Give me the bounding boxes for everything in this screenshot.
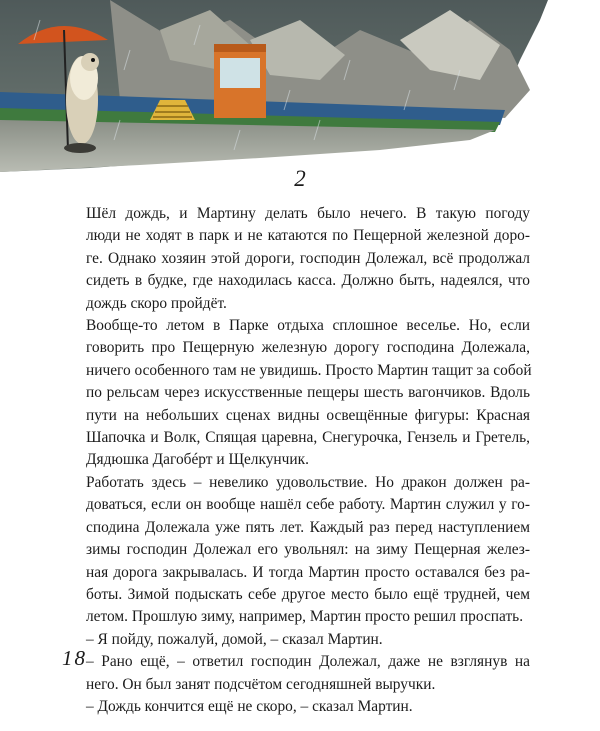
text-line: доваться, если он вообще нашёл себе работу. Мартин служил у го- xyxy=(86,496,530,514)
text-line: зимы господин Долежал его увольнял: на зиму Пещерная желез- xyxy=(86,541,530,559)
text-line: Вообще-то летом в Парке отдыха сплошное веселье. Но, если xyxy=(86,317,530,335)
text-line: боты. Зимой подыскать себе другое место было ещё трудней, чем xyxy=(86,585,530,603)
text-line: – Рано ещё, – ответил господин Долежал, даже не взглянув на xyxy=(86,653,530,671)
text-line: сподина Долежала уже пять лет. Каждый раз перед наступлением xyxy=(86,518,530,536)
text-line: дождь скоро пройдёт. xyxy=(86,294,227,312)
page-number: 18 xyxy=(62,646,87,670)
text-line: сидеть в будке, где находилась касса. Должно быть, надеялся, что xyxy=(86,272,530,290)
chapter-number: 2 xyxy=(294,166,306,191)
text-line: Шапочка и Волк, Спящая царевна, Снегурочка, Гензель и Гретель, xyxy=(86,429,530,447)
text-line: Шёл дождь, и Мартину делать было нечего. В такую погоду xyxy=(86,205,530,222)
text-line: ге. Однако хозяин этой дороги, господин Долежал, всё продолжал xyxy=(86,249,530,267)
text-line: – Дождь кончится ещё не скоро, – сказал Мартин. xyxy=(86,697,413,715)
text-line: – Я пойду, пожалуй, домой, – сказал Мартин. xyxy=(86,630,383,648)
text-line: люди не ходят в парк и не катаются по Пещерной железной доро- xyxy=(86,227,530,245)
text-line: Работать здесь – невелико удовольствие. Но дракон должен ра- xyxy=(86,473,530,491)
text-line: летом. Прошлую зиму, например, Мартин просто решил проспать. xyxy=(86,608,524,626)
text-line: пути на небольших сценах видны освещённые фигуры: Красная xyxy=(86,406,530,424)
text-line: по рельсам через искусственные пещеры шесть вагончиков. Вдоль xyxy=(86,384,530,402)
body-text xyxy=(86,203,530,718)
text-line: него. Он был занят подсчётом сегодняшней выручки. xyxy=(86,675,436,693)
text-line: Дядюшка Дагобéрт и Щелкунчик. xyxy=(86,451,309,469)
text-line: говорить про Пещерную железную дорогу господина Долежала, xyxy=(86,339,530,357)
text-line: ничего особенного там не увидишь. Просто Мартин тащит за собой xyxy=(86,361,532,379)
text-line: ная дорога закрывалась. И тогда Мартин просто оставался без ра- xyxy=(86,563,530,581)
chapter-illustration xyxy=(0,0,600,190)
